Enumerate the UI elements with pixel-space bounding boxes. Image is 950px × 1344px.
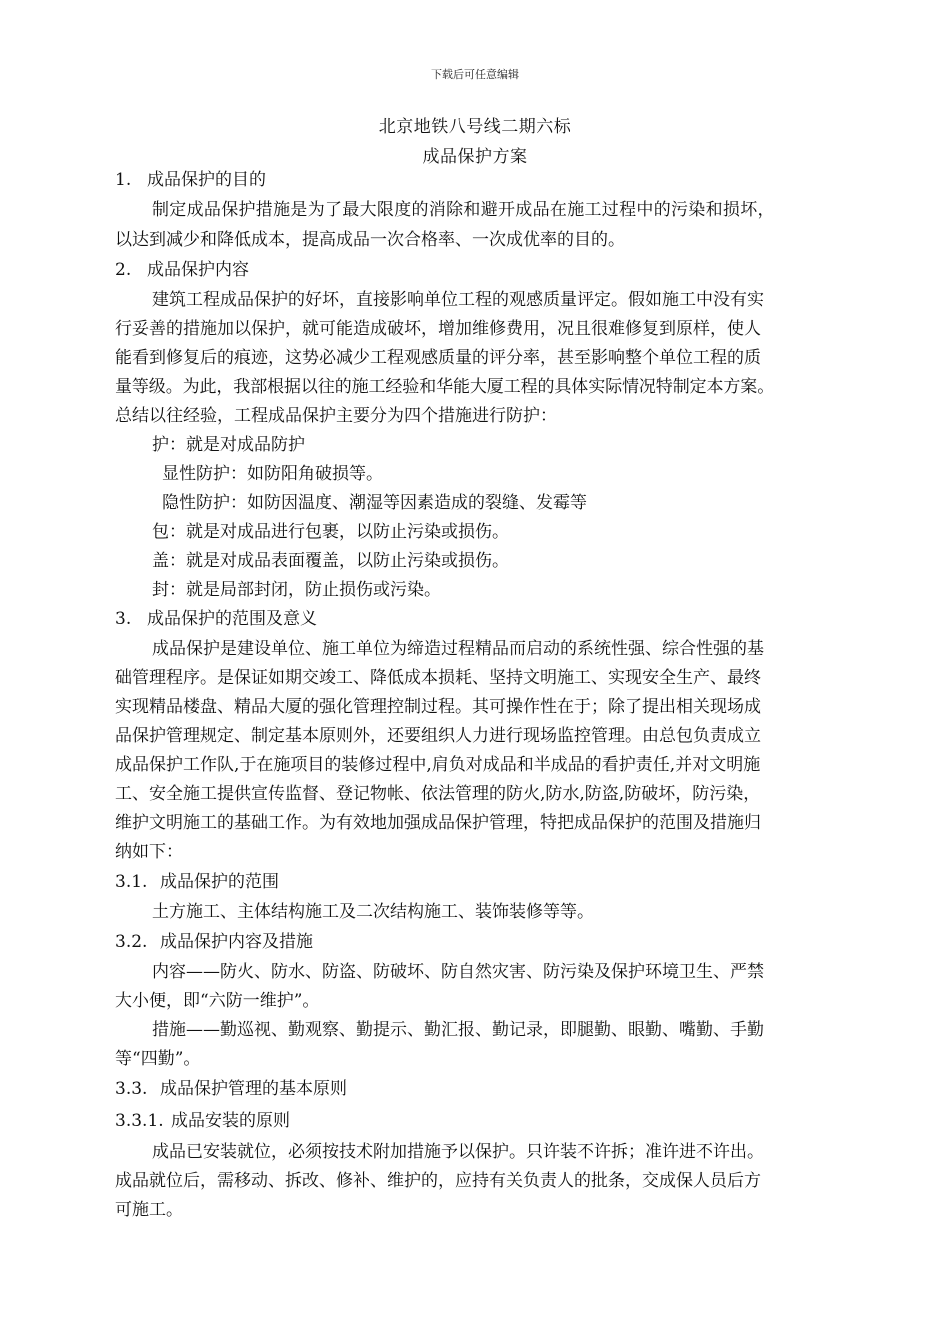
- section-title: 成品保护的范围: [160, 872, 279, 892]
- section-number: 3.2.: [115, 932, 148, 952]
- section-title: 成品保护内容: [147, 260, 249, 280]
- paragraph-line: 成品保护工作队,于在施项目的装修过程中,肩负对成品和半成品的看护责任,并对文明施: [115, 755, 761, 775]
- subsection-heading-3-3-1: [115, 1113, 290, 1130]
- paragraph-line: 品保护管理规定、制定基本原则外，还要组织人力进行现场监控管理。由总包负责成立: [115, 726, 761, 746]
- section-heading-1: [115, 172, 266, 189]
- subsection-heading-3-1: [115, 874, 279, 891]
- section-number: 3.3.1.: [115, 1111, 164, 1131]
- paragraph-line: 行妥善的措施加以保护，就可能造成破坏，增加维修费用，况且很难修复到原样，使人: [115, 319, 761, 339]
- measure-item: 盖：就是对成品表面覆盖，以防止污染或损伤。: [152, 551, 509, 571]
- section-title: 成品保护的范围及意义: [147, 609, 317, 629]
- paragraph-line: 维护文明施工的基础工作。为有效地加强成品保护管理，特把成品保护的范围及措施归: [115, 813, 761, 833]
- measure-item: 隐性防护：如防因温度、潮湿等因素造成的裂缝、发霉等: [162, 493, 587, 513]
- measure-item: 封：就是局部封闭，防止损伤或污染。: [152, 580, 441, 600]
- paragraph-line: 实现精品楼盘、精品大厦的强化管理控制过程。其可操作性在于；除了提出相关现场成: [115, 697, 761, 717]
- section-number: 3.1.: [115, 872, 148, 892]
- section-number: 2.: [115, 260, 132, 280]
- measure-item: 护：就是对成品防护: [152, 435, 305, 455]
- paragraph-line: 大小便，即“六防一维护”。: [115, 991, 320, 1011]
- paragraph-line: 建筑工程成品保护的好坏，直接影响单位工程的观感质量评定。假如施工中没有实: [152, 290, 764, 310]
- measure-item: 显性防护：如防阳角破损等。: [162, 464, 383, 484]
- section-title: 成品安装的原则: [171, 1111, 290, 1131]
- section-number: 3.: [115, 609, 132, 629]
- paragraph-line: 总结以往经验，工程成品保护主要分为四个措施进行防护：: [115, 406, 557, 426]
- paragraph-line: 纳如下：: [115, 842, 183, 862]
- section-title: 成品保护管理的基本原则: [160, 1079, 347, 1099]
- paragraph-line: 措施——勤巡视、勤观察、勤提示、勤汇报、勤记录，即腿勤、眼勤、嘴勤、手勤: [152, 1020, 764, 1040]
- paragraph-line: 工、安全施工提供宣传监督、登记物帐、依法管理的防火,防水,防盗,防破坏，防污染，: [115, 784, 761, 804]
- paragraph-line: 成品已安装就位，必须按技术附加措施予以保护。只许装不许拆；准许进不许出。: [152, 1142, 764, 1162]
- paragraph-line: 量等级。为此，我部根据以往的施工经验和华能大厦工程的具体实际情况特制定本方案。: [115, 377, 775, 397]
- paragraph-line: 制定成品保护措施是为了最大限度的消除和避开成品在施工过程中的污染和损坏，: [152, 200, 775, 220]
- section-number: 3.3.: [115, 1079, 148, 1099]
- document-title: 北京地铁八号线二期六标: [378, 117, 572, 137]
- subsection-heading-3-3: [115, 1081, 347, 1098]
- page-header: 下载后可任意编辑: [431, 68, 519, 81]
- measure-item: 包：就是对成品进行包裹，以防止污染或损伤。: [152, 522, 509, 542]
- subsection-heading-3-2: [115, 934, 313, 951]
- section-title: 成品保护的目的: [147, 170, 266, 190]
- paragraph-line: 础管理程序。是保证如期交竣工、降低成本损耗、坚持文明施工、实现安全生产、最终: [115, 668, 761, 688]
- paragraph-line: 成品就位后，需移动、拆改、修补、维护的，应持有关负责人的批条，交成保人员后方: [115, 1171, 761, 1191]
- section-title: 成品保护内容及措施: [160, 932, 313, 952]
- section-heading-2: [115, 262, 249, 279]
- document-subtitle: 成品保护方案: [422, 147, 528, 167]
- paragraph-line: 以达到减少和降低成本，提高成品一次合格率、一次成优率的目的。: [115, 230, 625, 250]
- paragraph-line: 土方施工、主体结构施工及二次结构施工、装饰装修等等。: [152, 902, 594, 922]
- section-number: 1.: [115, 170, 132, 190]
- paragraph-line: 内容——防火、防水、防盗、防破坏、防自然灾害、防污染及保护环境卫生、严禁: [152, 962, 764, 982]
- paragraph-line: 等“四勤”。: [115, 1049, 201, 1069]
- paragraph-line: 能看到修复后的痕迹，这势必减少工程观感质量的评分率，甚至影响整个单位工程的质: [115, 348, 761, 368]
- paragraph-line: 成品保护是建设单位、施工单位为缔造过程精品而启动的系统性强、综合性强的基: [152, 639, 764, 659]
- section-heading-3: [115, 611, 317, 628]
- paragraph-line: 可施工。: [115, 1200, 183, 1220]
